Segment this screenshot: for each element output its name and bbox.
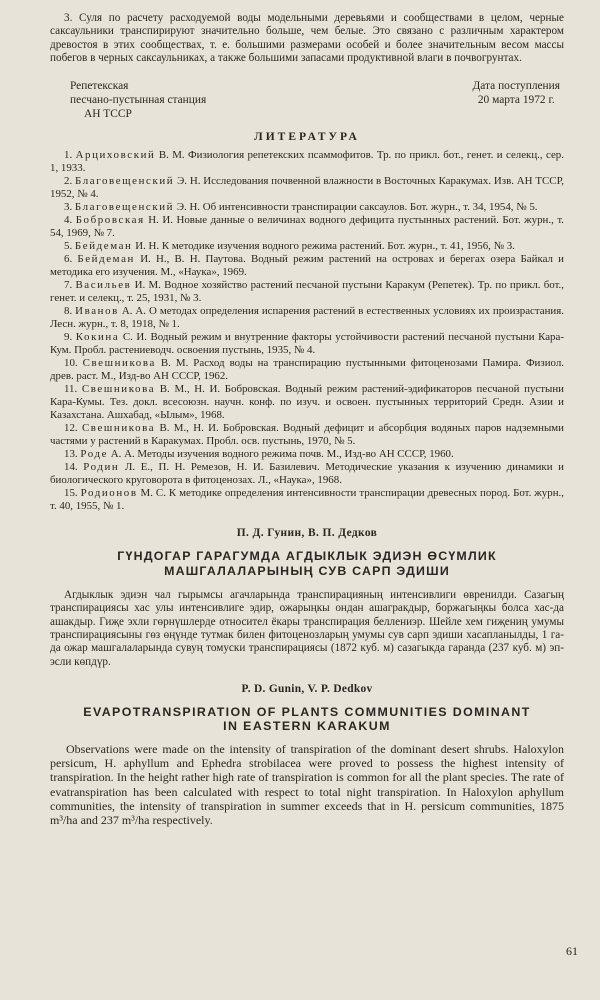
- reference-number: 11.: [64, 383, 78, 396]
- reference-text: И. Н. К методике изучения водного режима растений. Бот. журн., т. 41, 1956, № 3.: [135, 240, 515, 253]
- reference-author: Бейдеман: [77, 253, 135, 266]
- affiliation: [50, 79, 206, 121]
- reference-author: Бейдеман: [74, 240, 133, 253]
- reference-item: [50, 279, 564, 305]
- reference-item: [50, 253, 564, 279]
- reference-list: [50, 149, 564, 513]
- received-label: Дата поступления: [472, 80, 560, 93]
- reference-number: 4.: [64, 214, 73, 227]
- reference-number: 8.: [64, 305, 73, 318]
- received-value: 20 марта 1972 г.: [477, 94, 555, 107]
- reference-author: Кокина: [75, 331, 120, 344]
- reference-text: В. М. Расход воды на транспирацию пустынными фитоценозами Памира. Физиол. древ. раст. М., Изд-во АН СССР, 1962.: [50, 357, 564, 383]
- reference-item: [50, 175, 564, 201]
- title-english: [50, 705, 564, 734]
- reference-author: Бобровская: [75, 214, 145, 227]
- reference-item: [50, 305, 564, 331]
- reference-number: 13.: [64, 448, 78, 461]
- reference-text: С. И. Водный режим и внутренние факторы устойчивости растений песчаной пустыни Кара-Кум. Пробл. растениеводч. освоения пустынь, 1935, № 4.: [50, 331, 564, 357]
- reference-item: [50, 422, 564, 448]
- reference-number: 7.: [64, 279, 73, 292]
- authors-russian: П. Д. Гунин, В. П. Дедков: [236, 527, 378, 540]
- reference-item: [50, 383, 564, 422]
- reference-number: 12.: [64, 422, 78, 435]
- authors-english: P. D. Gunin, V. P. Dedkov: [241, 682, 373, 695]
- title-line: EVAPOTRANSPIRATION OF PLANTS COMMUNITIES DOMINANT: [83, 704, 531, 719]
- reference-number: 10.: [64, 357, 78, 370]
- reference-author: Свешникова: [81, 383, 156, 396]
- summary-turkmen: Агдыклык эдиэн чал гырымсы агачларында транспирацияның интенсивлиги өвренилди. Сазагың транспирациясы хас улы интенсивлиге эдир, ожарыңкы ондан ашагракдыр, боржагыңкы болса хас-да ашакдыр. Гиҗе эхли гөрнүшлерде относител ёкары транспирация беллениэр. Шейле хем гиҗениң умумы транспирациясыны гөз өңүнде тутмак билен фитоценозларың умумы сув сарп эдиши хасапланылды, 1 га-да ожар машгалаларында сувуң томуски транспирациясы (1872 куб. м) сазагыкда гаранда (237 куб. м) эп-эсли көпдүр.: [50, 589, 564, 668]
- reference-number: 2.: [64, 175, 73, 188]
- reference-author: Родионов: [80, 487, 138, 500]
- literature-heading: ЛИТЕРАТУРА: [254, 131, 360, 144]
- reference-author: Васильев: [75, 279, 132, 292]
- reference-text: И. Н., В. Н. Паутова. Водный режим растений на островах и берегах озера Байкал и методика его изучения. М., «Наука», 1969.: [50, 253, 564, 279]
- title-line: ГҮНДОГАР ГАРАГУМДА АГДЫКЛЫК ЭДИЭН ӨСҮМЛИК: [117, 549, 497, 564]
- title-line: МАШГАЛАЛАРЫНЫҢ СУВ САРП ЭДИШИ: [164, 564, 450, 579]
- reference-item: [50, 240, 564, 253]
- reference-author: Благовещенский: [75, 175, 175, 188]
- reference-text: В. М. Физиология репетекских псаммофитов. Тр. по прикл. бот., генет. и селекц., сер. 1, 1933.: [50, 149, 564, 175]
- summary-english: Observations were made on the intensity of transpiration of the dominant desert shrubs. Haloxylon persicum, H. aphyllum and Ephedra strobilacea were proved to possess the highest intensity of transpiration. In the height rather high rate of transpiration is common for all the plant species. The rate of evatranspiration has been calculated with respect to total night transpiration. In Haloxylon aphyllum communities, the intensity of transpiration in summer exceeds that in H. persicum communities, 1875 m³/ha and 237 m³/ha respectively.: [50, 741, 564, 827]
- reference-text: Л. Е., П. Н. Ремезов, Н. И. Базилевич. Методические указания к изучению динамики и биологического круговорота в фитоценозах. Л., «Наука», 1968.: [50, 461, 564, 487]
- affiliation-line: АН ТССР: [84, 108, 132, 121]
- reference-number: 5.: [64, 240, 73, 253]
- reference-item: [50, 214, 564, 240]
- reference-item: [50, 331, 564, 357]
- received-date: [473, 79, 564, 121]
- reference-text: М. С. К методике определения интенсивности транспирации древесных пород. Бот. журн., т. 40, 1955, № 1.: [50, 487, 564, 513]
- affiliation-line: Репетекская: [70, 80, 129, 93]
- reference-number: 15.: [64, 487, 78, 500]
- page-number: 61: [566, 944, 578, 958]
- reference-author: Родин: [83, 461, 120, 474]
- reference-text: А. А. Методы изучения водного режима почв. М., Изд-во АН СССР, 1960.: [110, 448, 454, 461]
- reference-text: Н. И. Новые данные о величинах водного дефицита пустынных растений. Бот. журн., т. 54, 1969, № 7.: [50, 214, 564, 240]
- reference-author: Роде: [80, 448, 109, 461]
- reference-item: [50, 448, 564, 461]
- reference-text: В. М., Н. И. Бобровская. Водный дефицит и абсорбция водяных паров надземными частями у растений в Каракумах. Пробл. осв. пустынь, 1970, № 5.: [50, 422, 564, 448]
- reference-text: И. М. Водное хозяйство растений песчаной пустыни Каракум (Репетек). Тр. по прикл. бот., генет. и селекц., т. 25, 1931, № 3.: [50, 279, 564, 305]
- reference-number: 14.: [64, 461, 78, 474]
- reference-author: Свешникова: [81, 422, 156, 435]
- reference-author: Иванов: [75, 305, 119, 318]
- reference-item: [50, 149, 564, 175]
- reference-item: [50, 487, 564, 513]
- reference-author: Благовещенский: [74, 201, 175, 214]
- title-line: IN EASTERN KARAKUM: [223, 719, 391, 734]
- reference-number: 1.: [64, 149, 73, 162]
- reference-text: Э. Н. Исследования почвенной влажности в Восточных Каракумах. Изв. АН ТССР, 1952, № 4.: [50, 175, 564, 201]
- reference-number: 6.: [64, 253, 73, 266]
- intro-paragraph: 3. Суля по расчету расходуемой воды модельными деревьями и сообществами в целом, черные саксаульники транспирируют значительно больше, чем белые. Это связано с различным характером древостоя в этих сообществах, т. е. большими размерами особей и более значительным весом массы побегов в черных саксаульниках, а также большими запасами продуктивной влаги в почвогрунтах.: [50, 12, 564, 64]
- reference-number: 9.: [64, 331, 73, 344]
- reference-author: Свешникова: [82, 357, 156, 370]
- title-turkmen: [50, 549, 564, 579]
- reference-item: [50, 461, 564, 487]
- reference-number: 3.: [64, 201, 73, 214]
- affiliation-row: [50, 79, 564, 121]
- reference-item: [50, 201, 564, 214]
- reference-text: А. А. О методах определения испарения растений в естественных условиях их произрастания. Лесн. журн., т. 8, 1918, № 1.: [50, 305, 564, 331]
- reference-author: Арциховский: [75, 149, 156, 162]
- reference-text: Э. Н. Об интенсивности транспирации саксаулов. Бот. журн., т. 34, 1954, № 5.: [176, 201, 538, 214]
- reference-item: [50, 357, 564, 383]
- reference-text: В. М., Н. И. Бобровская. Водный режим растений-эдификаторов песчаной пустыни Кара-Кумы. Тез. докл. всесоюзн. научн. конф. по изуч. и освоен. пустынных территорий Средн. Азии и Казахстана. Ашхабад, «Ылым», 1968.: [50, 383, 564, 422]
- affiliation-line: песчано-пустынная станция: [70, 94, 207, 107]
